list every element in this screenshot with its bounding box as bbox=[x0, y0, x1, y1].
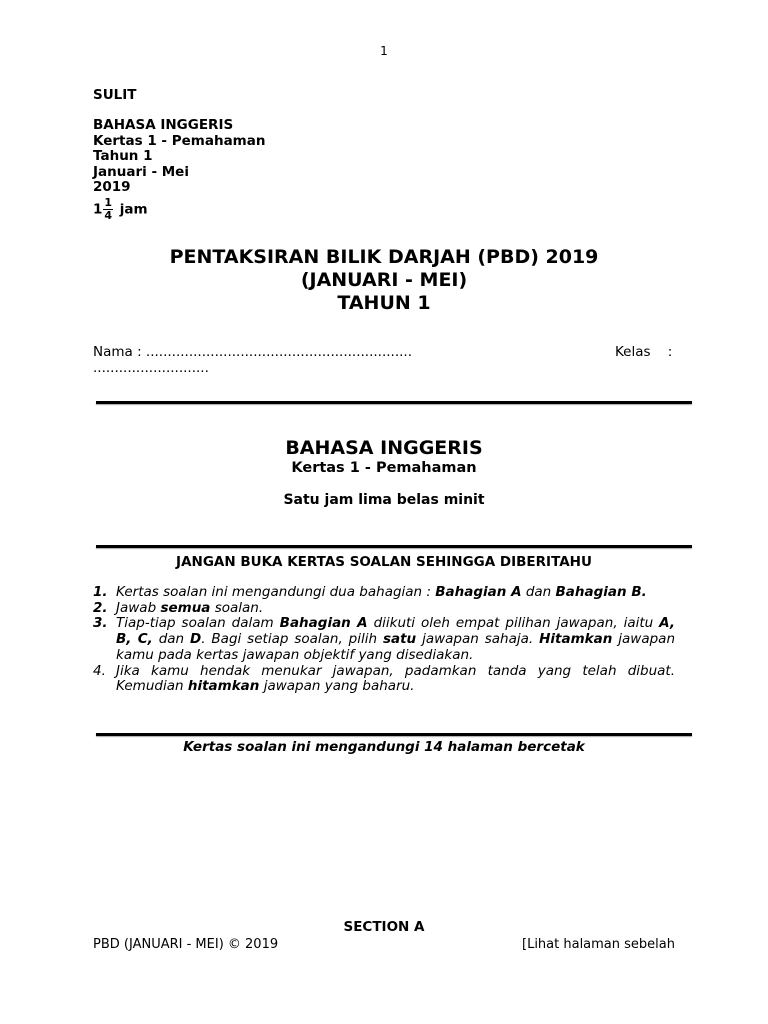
divider-middle bbox=[96, 545, 692, 548]
section-label: SECTION A bbox=[343, 919, 425, 935]
footer-left: PBD (JANUARI - MEI) © 2019 bbox=[93, 937, 279, 952]
main-title-line3: TAHUN 1 bbox=[337, 292, 431, 314]
main-title bbox=[0, 246, 768, 315]
duration-whole: 1 bbox=[93, 201, 103, 217]
fraction-numerator: 1 bbox=[104, 195, 113, 209]
instruction-text: Tiap-tiap soalan dalam Bahagian A diikuti oleh empat pilihan jawapan, iaitu A, B, C, dan D. Bagi setiap soalan, pilih satu jawapan sahaja. Hitamkan jawapan kamu pada kertas jawapan objektif yang disediakan. bbox=[116, 615, 676, 663]
instruction-number: 4. bbox=[93, 662, 106, 679]
instruction-text: Jawab semua soalan. bbox=[116, 599, 264, 616]
duration-fraction bbox=[103, 197, 113, 222]
paper-duration: Satu jam lima belas minit bbox=[283, 492, 485, 508]
do-not-open-warning: JANGAN BUKA KERTAS SOALAN SEHINGGA DIBERITAHU bbox=[176, 554, 592, 570]
divider-top bbox=[96, 401, 692, 404]
instruction-item bbox=[93, 585, 675, 601]
instruction-item bbox=[93, 664, 675, 695]
fraction-denominator: 4 bbox=[104, 208, 113, 222]
instructions-list bbox=[93, 585, 675, 695]
instruction-item bbox=[93, 616, 675, 663]
instruction-item bbox=[93, 601, 675, 617]
instruction-text: Jika kamu hendak menukar jawapan, padamkan tanda yang telah dibuat. Kemudian hitamkan jawapan yang baharu. bbox=[116, 662, 675, 695]
header-block bbox=[93, 118, 265, 222]
class-field-dots: ........................... bbox=[93, 360, 209, 376]
name-field-label: Nama : .............................................................. bbox=[93, 344, 412, 360]
header-year-level: Tahun 1 bbox=[93, 148, 153, 164]
header-subject: BAHASA INGGERIS bbox=[93, 117, 234, 133]
header-duration bbox=[93, 197, 265, 222]
paper-subject: BAHASA INGGERIS bbox=[285, 437, 483, 459]
header-year: 2019 bbox=[93, 179, 131, 195]
page-count-note: Kertas soalan ini mengandungi 14 halaman bercetak bbox=[183, 739, 585, 755]
instruction-number: 2. bbox=[93, 599, 108, 616]
instruction-number: 3. bbox=[93, 615, 108, 632]
page-number: 1 bbox=[380, 44, 388, 58]
footer-right: [Lihat halaman sebelah bbox=[522, 937, 675, 952]
class-field-label: Kelas : bbox=[615, 344, 673, 360]
main-title-line2: (JANUARI - MEI) bbox=[300, 269, 468, 291]
sulit-label: SULIT bbox=[93, 87, 137, 103]
header-paper: Kertas 1 - Pemahaman bbox=[93, 132, 266, 149]
instruction-text: Kertas soalan ini mengandungi dua bahagian : Bahagian A dan Bahagian B. bbox=[116, 584, 647, 600]
divider-bottom bbox=[96, 733, 692, 736]
instruction-number: 1. bbox=[93, 584, 108, 600]
paper-name: Kertas 1 - Pemahaman bbox=[291, 460, 477, 476]
main-title-line1: PENTAKSIRAN BILIK DARJAH (PBD) 2019 bbox=[169, 246, 599, 268]
duration-unit: jam bbox=[119, 201, 148, 217]
header-months: Januari - Mei bbox=[93, 163, 189, 180]
